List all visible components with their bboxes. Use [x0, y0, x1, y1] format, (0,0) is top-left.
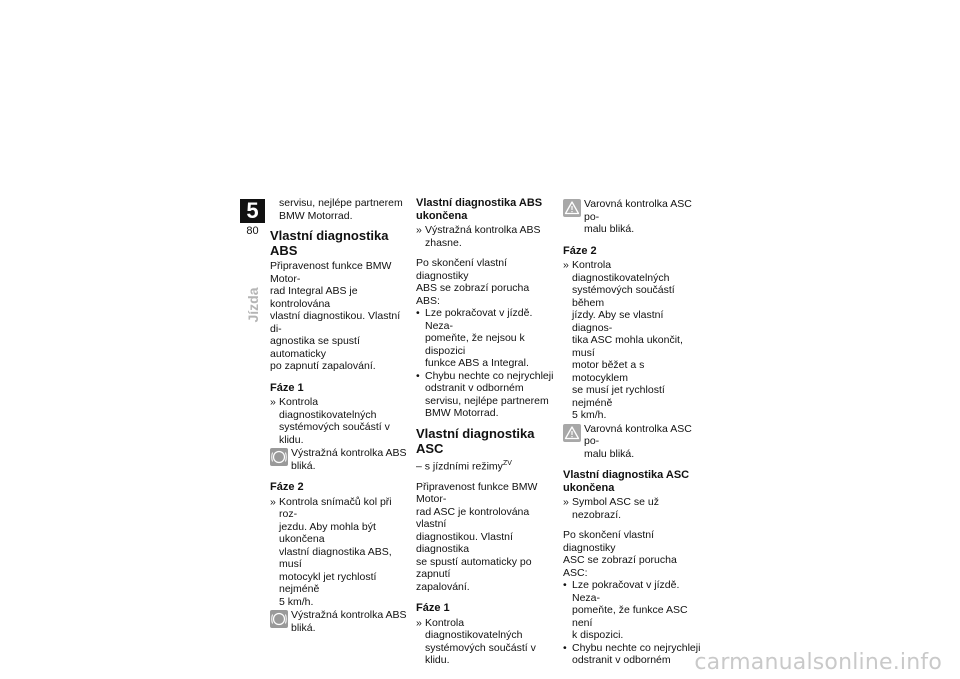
asc-phase1-item: » Kontrola diagnostikovatelných systémových součástí v klidu. — [416, 616, 536, 666]
asc-paragraph: Připravenost funkce BMW Motor- rad ASC je kontrolována vlastní diagnostikou. Vlastní diagnostika se spustí automaticky po zapnutí zapalování. — [416, 480, 538, 593]
bullet-item: • Lze pokračovat v jízdě. Neza- pomeňte, že nejsou k dispozici funkce ABS a Integral. — [416, 307, 533, 369]
abs-warning-light-icon — [270, 610, 288, 628]
abs-paragraph: Připravenost funkce BMW Motor- rad Integral ABS je kontrolována vlastní diagnostikou. Vlastní di- agnostika se spustí automaticky po zapnutí zapalování. — [270, 260, 401, 372]
phase2-title: Fáze 2 — [270, 481, 304, 493]
asc-phase2-item: » Kontrola diagnostikovatelných systémových součástí během jízdy. Aby se vlastní diagnos- tika ASC mohla ukončit, musí motor běžet a s motocyklem se musí jet rychlostí nejméně 5 km/h. — [563, 259, 683, 421]
watermark: carmanualsonline.info — [694, 650, 942, 675]
bullet-marker: • — [416, 369, 420, 382]
bullet-marker: • — [563, 641, 567, 654]
asc-end-title: Vlastní diagnostika ASC ukončena — [563, 469, 690, 494]
bullet-item: • Chybu nechte co nejrychleji odstranit v odborném — [563, 641, 701, 666]
asc-fault-paragraph: Po skončení vlastní diagnostiky ASC se zobrazí porucha ASC: — [563, 529, 677, 579]
phase2-item: » Kontrola snímačů kol při roz- jezdu. Aby mohla být ukončena vlastní diagnostika ABS, musí motocykl jet rychlostí nejméně 5 km/h. — [270, 495, 392, 608]
asc-heading: Vlastní diagnostika ASC — [416, 425, 535, 456]
abs-warning-note: Výstražná kontrolka ABS bliká. — [270, 447, 408, 472]
abs-warning-note: Výstražná kontrolka ABS bliká. — [270, 609, 408, 634]
abs-fault-paragraph: Po skončení vlastní diagnostiky ABS se zobrazí porucha ABS: — [416, 257, 530, 307]
intro-text: servisu, nejlépe partnerem BMW Motorrad. — [279, 197, 403, 222]
asc-warning-note: Varovná kontrolka ASC po- malu bliká. — [563, 423, 701, 461]
bullet-marker: • — [563, 579, 567, 591]
asc-warning-note: Varovná kontrolka ASC po- malu bliká. — [563, 198, 701, 236]
abs-heading: Vlastní diagnostika ABS — [270, 228, 389, 258]
phase1-title: Fáze 1 — [270, 381, 304, 394]
chapter-title-vertical — [243, 270, 263, 340]
asc-end-item: » Symbol ASC se už nezobrazí. — [563, 496, 659, 521]
bullet-item: • Lze pokračovat v jízdě. Neza- pomeňte, že funkce ASC není k dispozici. — [563, 579, 688, 641]
asc-warning-triangle-icon — [563, 424, 581, 442]
arrow-marker: » — [416, 616, 422, 629]
asc-warning-triangle-icon — [563, 199, 581, 217]
arrow-marker: » — [563, 496, 569, 508]
abs-warning-light-icon — [270, 448, 288, 466]
page-number: 80 — [246, 225, 259, 237]
abs-end-title: Vlastní diagnostika ABS ukončena — [416, 197, 543, 222]
phase1-item: » Kontrola diagnostikovatelných systémových součástí v klidu. — [270, 396, 390, 446]
abs-end-item: » Výstražná kontrolka ABS zhasne. — [416, 224, 541, 249]
asc-phase1-title: Fáze 1 — [416, 602, 450, 614]
column-3 — [563, 197, 701, 667]
chapter-sidebar — [240, 199, 265, 237]
chapter-title: Jízda — [245, 287, 261, 323]
column-1 — [270, 197, 408, 634]
bullet-item: • Chybu nechte co nejrychleji odstranit v odborném servisu, nejlépe partnerem BMW Motorrad. — [416, 369, 554, 419]
arrow-marker: » — [416, 224, 422, 236]
column-2 — [416, 197, 554, 667]
arrow-marker: » — [270, 495, 276, 508]
bullet-marker: • — [416, 307, 420, 319]
chapter-number: 5 — [240, 199, 265, 223]
arrow-marker: » — [563, 259, 569, 271]
arrow-marker: » — [270, 396, 276, 408]
asc-subtitle: – s jízdními režimy$^{ZV}$ — [416, 459, 512, 472]
asc-phase2-title: Fáze 2 — [563, 244, 597, 257]
